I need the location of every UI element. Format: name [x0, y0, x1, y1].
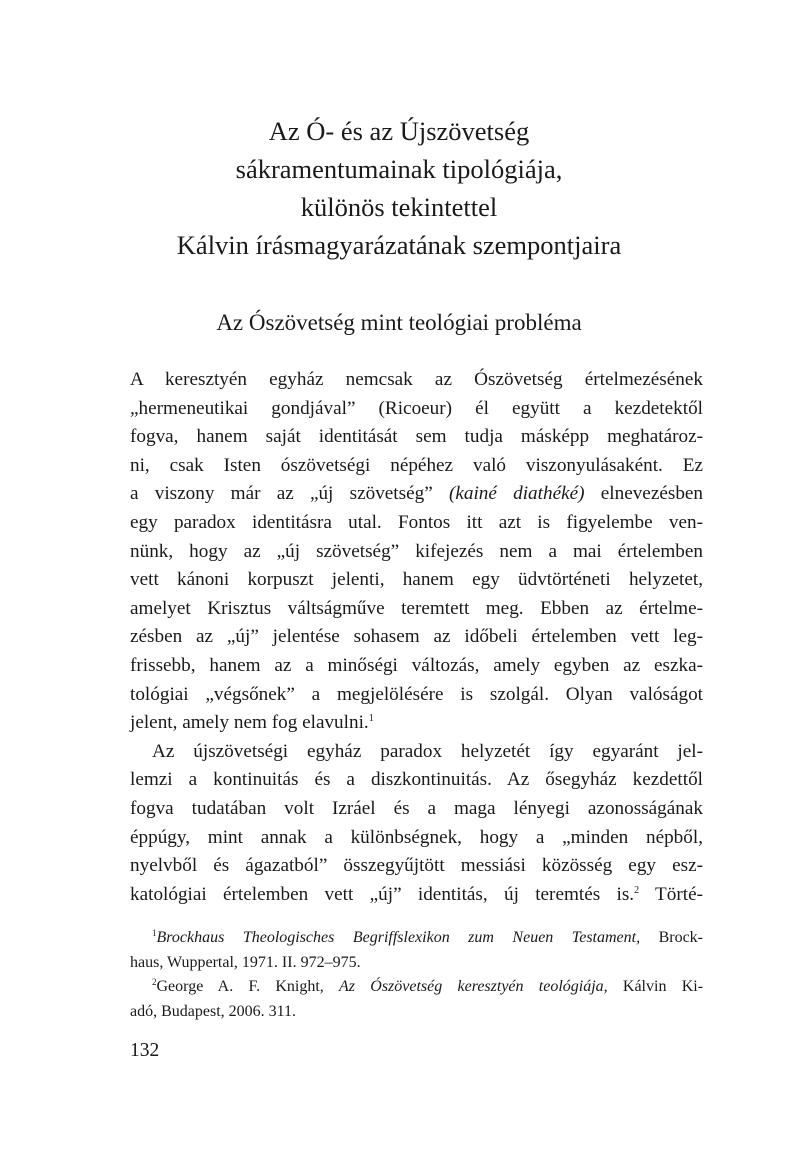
footnotes	[130, 926, 703, 1024]
text-segment: a viszony már az „új szövetség”	[130, 483, 433, 505]
chapter-title-line: különös tekintettel	[300, 192, 498, 222]
text-segment: elnevezésben	[600, 483, 704, 505]
chapter-title-line: Kálvin írásmagyarázatának szempontjaira	[176, 230, 622, 260]
text-line: „hermeneutikai gondjával” (Ricoeur) él együtt a kezdetektől	[130, 397, 703, 419]
text-line: Az újszövetségi egyház paradox helyzetét így egyaránt jel-	[152, 740, 703, 762]
footnote-line: haus, Wuppertal, 1971. II. 972–975.	[130, 953, 361, 971]
footnote-italic: Brockhaus Theologisches Begriffslexikon zum Neuen Testament,	[156, 929, 641, 946]
text-line: frissebb, hanem az a minőségi változás, amely egyben az eszka-	[130, 654, 703, 676]
body-text	[130, 366, 703, 909]
text-segment: Törté-	[639, 883, 703, 905]
footnote-text: George A. F. Knight,	[156, 978, 340, 995]
italic-term: (kainé diathéké)	[448, 483, 585, 505]
footnote-line	[130, 926, 703, 951]
text-line: A keresztyén egyház nemcsak az Ószövetség értelmezésének	[130, 369, 703, 390]
text-line: vett kánoni korpuszt jelenti, hanem egy üdvtörténeti helyzetet,	[130, 569, 703, 591]
text-line: tológiai „végsőnek” a megjelölésére is szolgál. Olyan valóságot	[130, 683, 703, 705]
footnote-line: adó, Budapest, 2006. 311.	[130, 1002, 297, 1020]
footnote-line	[130, 975, 703, 1000]
text-line: fogva tudatában volt Izráel és a maga lényegi azonosságának	[130, 797, 703, 819]
text-line: nyelvből és ágazatból” összegyűjtött messiási közösség egy esz-	[130, 855, 703, 877]
text-segment: katológiai értelemben vett „új” identitás, új teremtés is.	[130, 883, 635, 905]
footnote-italic: Az Ószövetség keresztyén teológiája,	[339, 978, 608, 995]
footnote-number: 1	[152, 928, 157, 938]
page-number: 132	[130, 1040, 160, 1061]
chapter-title	[0, 112, 798, 264]
text-line: lemzi a kontinuitás és a diszkontinuitás. Az ősegyház kezdettől	[130, 769, 703, 791]
footnote-ref[interactable]: 1	[368, 713, 374, 725]
text-line	[130, 480, 703, 509]
text-segment: jelent, amely nem fog elavulni.	[130, 712, 369, 734]
section-heading: Az Ószövetség mint teológiai probléma	[216, 310, 582, 335]
footnote-number: 2	[152, 977, 157, 987]
chapter-title-line: sákramentumainak tipológiája,	[235, 154, 563, 184]
text-line: amelyet Krisztus váltságműve teremtett meg. Ebben az értelme-	[130, 597, 703, 619]
chapter-title-line: Az Ó- és az Újszövetség	[268, 116, 530, 146]
footnote-text: Brock-	[640, 929, 703, 946]
text-line: fogva, hanem saját identitását sem tudja másképp meghatároz-	[130, 426, 703, 448]
text-line	[130, 881, 703, 910]
footnote-text: Kálvin Ki-	[607, 978, 704, 995]
text-line: egy paradox identitásra utal. Fontos itt azt is figyelembe ven-	[130, 511, 703, 533]
text-line: ni, csak Isten ószövetségi népéhez való viszonyulásaként. Ez	[130, 454, 703, 476]
footnote-ref[interactable]: 2	[634, 884, 640, 896]
text-line: éppúgy, mint annak a különbségnek, hogy a „minden népből,	[130, 826, 703, 848]
text-line: zésben az „új” jelentése sohasem az időbeli értelemben vett leg-	[130, 626, 703, 648]
text-line	[130, 709, 703, 738]
text-line: nünk, hogy az „új szövetség” kifejezés nem a mai értelemben	[130, 540, 703, 562]
